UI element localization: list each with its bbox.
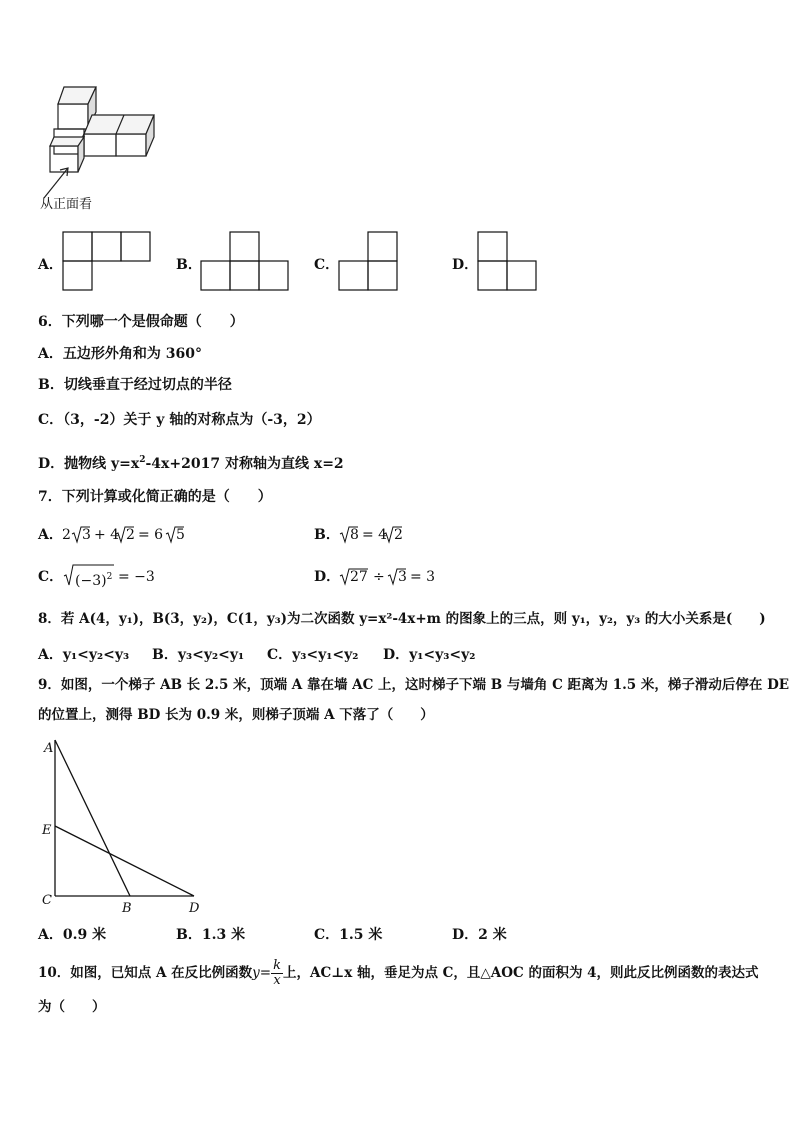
q7-option-a-tail: = 6	[138, 527, 164, 543]
q7-option-a-label: A．	[38, 527, 63, 543]
q7-option-b-sqrt2	[384, 522, 404, 546]
svg-text:3: 3	[82, 527, 91, 543]
q7-option-c-inner	[75, 568, 112, 590]
label-c: C	[42, 893, 52, 908]
q6-option-b: B．切线垂直于经过切点的半径	[38, 377, 232, 393]
q10-numerator: k	[273, 958, 282, 973]
q9-option-d: D．2 米	[452, 927, 507, 943]
svg-text:8: 8	[350, 527, 359, 543]
q10-y-eq: y=	[252, 965, 272, 981]
q6-option-d-prefix: D．抛物线 y=x	[38, 456, 140, 472]
q7-option-c-tail: = −3	[118, 569, 155, 585]
q9-option-a: A．0.9 米	[38, 927, 107, 943]
label-b: B	[122, 901, 132, 916]
q9-option-c: C．1.5 米	[314, 927, 383, 943]
q7-option-b-sqrt8	[340, 522, 362, 546]
q8-option-c: C．y₃<y₁<y₂	[267, 647, 359, 663]
q7-option-a	[38, 526, 63, 544]
q7-option-d-tail: = 3	[410, 569, 436, 585]
q8-option-a: A．y₁<y₂<y₃	[38, 647, 130, 663]
label-e: E	[42, 823, 52, 838]
svg-text:+ 4: + 4	[94, 527, 120, 543]
svg-text:3: 3	[398, 569, 407, 585]
q7-option-d-label: D．	[314, 569, 341, 585]
q5-option-b-figure	[200, 231, 292, 291]
q10-post: 上，AC⊥x 轴，垂足为点 C，且△AOC 的面积为 4，则此反比例函数的表达式	[283, 965, 759, 981]
svg-text:5: 5	[176, 527, 185, 543]
svg-text:2: 2	[62, 527, 71, 543]
q6-option-d-exp: 2	[139, 455, 146, 465]
q5-option-c-figure	[338, 231, 400, 291]
q7-option-d-sqrt27	[340, 564, 370, 588]
q5-option-a-label: A．	[38, 257, 63, 273]
q9-line1: 9．如图，一个梯子 AB 长 2.5 米，顶端 A 靠在墙 AC 上，这时梯子下端 B 与墙角 C 距离为 1.5 米，梯子滑动后停在 DE	[38, 677, 790, 693]
q5-option-c-label: C．	[314, 257, 340, 273]
q6-option-d-suffix: -4x+2017 对称轴为直线 x=2	[145, 456, 344, 472]
svg-text:2: 2	[126, 527, 135, 543]
q8-stem: 8．若 A(4，y₁)，B(3，y₂)，C(1，y₃)为二次函数 y=x²-4x+m 的图象上的三点，则 y₁，y₂，y₃ 的大小关系是( )	[38, 611, 766, 627]
q7-option-d-divide: ÷	[373, 569, 385, 585]
q6-option-c: C．（3，-2）关于 y 轴的对称点为（-3，2）	[38, 412, 321, 428]
q6-option-a: A．五边形外角和为 360°	[38, 346, 202, 362]
q7-option-b-label: B．	[314, 527, 340, 543]
q7-stem: 7．下列计算或化简正确的是（ ）	[38, 489, 272, 505]
q7-option-c-exp: 2	[106, 572, 113, 582]
q7-option-d-sqrt3	[388, 564, 408, 588]
q7-option-a-sqrt5	[166, 522, 186, 546]
figure-caption: 从正面看	[40, 197, 93, 212]
q7-option-b-tail: = 4	[362, 527, 388, 543]
label-a: A	[44, 741, 54, 756]
q10-fraction	[271, 959, 283, 988]
q10-line1	[38, 958, 759, 988]
ladder-figure	[38, 734, 208, 916]
q10-line2: 为（ ）	[38, 999, 106, 1015]
q9-line2: 的位置上，测得 BD 长为 0.9 米，则梯子顶端 A 下落了（ ）	[38, 707, 434, 723]
q8-option-d: D．y₁<y₃<y₂	[383, 647, 476, 663]
q6-option-d	[38, 451, 344, 473]
q5-option-b-label: B．	[176, 257, 202, 273]
svg-text:27: 27	[350, 569, 368, 585]
q5-option-d-label: D．	[452, 257, 479, 273]
q8-option-b: B．y₃<y₂<y₁	[152, 647, 245, 663]
q7-option-c-base: (−3)	[75, 573, 107, 589]
q9-option-b: B．1.3 米	[176, 927, 246, 943]
ladder-ab	[55, 740, 130, 896]
svg-text:2: 2	[394, 527, 403, 543]
q10-pre: 10．如图，已知点 A 在反比例函数	[38, 965, 253, 981]
q5-option-d-figure	[477, 231, 539, 291]
q7-option-c-label: C．	[38, 569, 64, 585]
label-d: D	[189, 901, 200, 916]
q5-option-a-figure	[62, 231, 152, 291]
q7-option-a-expr	[62, 522, 182, 546]
q6-stem: 6．下列哪一个是假命题（ ）	[38, 314, 244, 330]
q10-denominator: x	[273, 973, 281, 988]
